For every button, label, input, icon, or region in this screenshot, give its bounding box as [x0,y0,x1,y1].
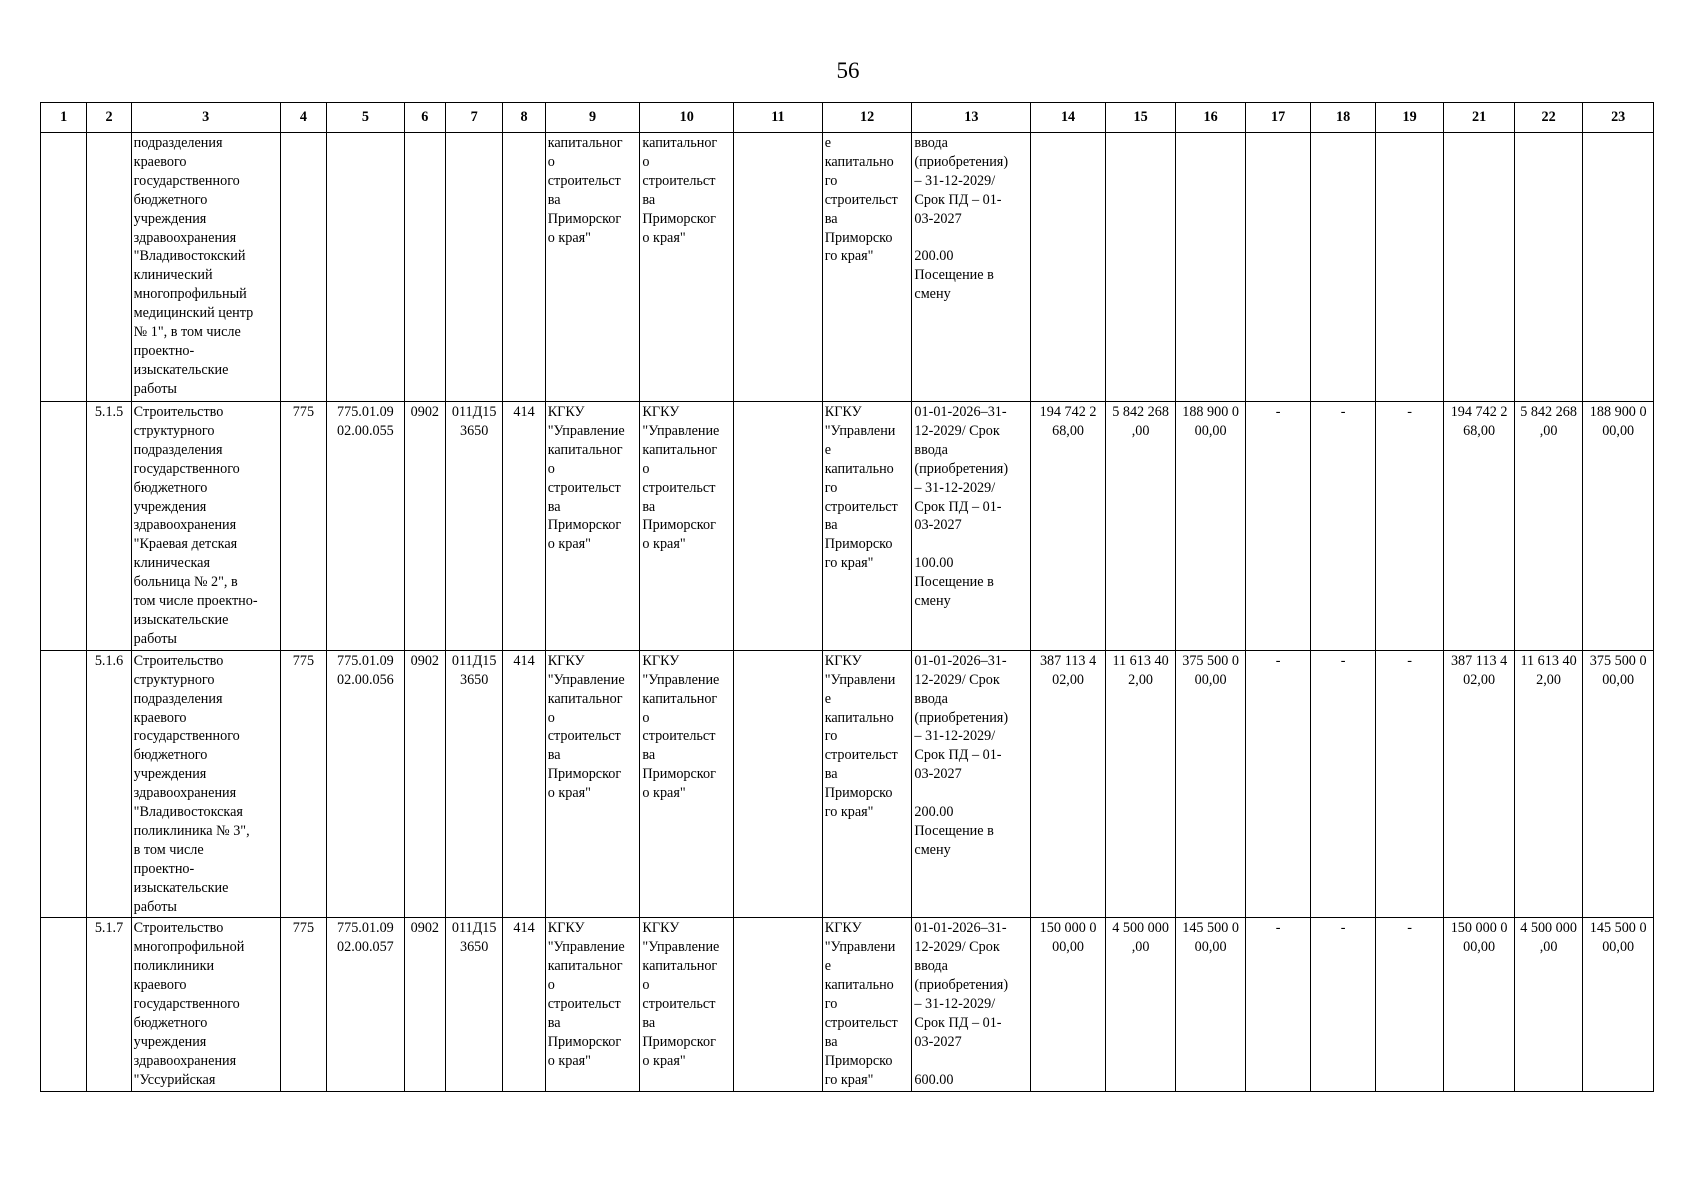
column-header: 19 [1375,103,1444,133]
cell-col7: 011Д15 3650 [445,402,502,651]
cell-col16: 188 900 0 00,00 [1176,402,1246,651]
cell-item-number: 5.1.6 [87,650,131,918]
column-header: 22 [1514,103,1583,133]
cell-col9: капитальног о строительст ва Приморског о края" [545,133,640,402]
column-header: 15 [1105,103,1176,133]
cell-col18 [1311,133,1375,402]
table-row [41,402,1654,651]
cell-col16: 145 500 0 00,00 [1176,918,1246,1091]
cell-col12: КГКУ "Управлени е капитально го строительст ва Приморско го края" [822,650,912,918]
cell-col17: - [1245,918,1310,1091]
cell-col19: - [1375,918,1444,1091]
cell-col6: 0902 [404,918,445,1091]
cell-col22: 4 500 000 ,00 [1514,918,1583,1091]
column-header: 8 [503,103,545,133]
cell-col15: 11 613 40 2,00 [1105,650,1176,918]
cell-col12: КГКУ "Управлени е капитально го строительст ва Приморско го края" [822,918,912,1091]
table-row [41,650,1654,918]
cell-col6 [404,133,445,402]
column-header: 6 [404,103,445,133]
cell-col7: 011Д15 3650 [445,650,502,918]
cell-col4: 775 [280,650,326,918]
cell-col16: 375 500 0 00,00 [1176,650,1246,918]
cell-col9: КГКУ "Управление капитальног о строительст ва Приморског о края" [545,918,640,1091]
cell-col4: 775 [280,402,326,651]
cell-col17: - [1245,650,1310,918]
cell-col1 [41,650,87,918]
cell-col4 [280,133,326,402]
cell-col7: 011Д15 3650 [445,918,502,1091]
column-header: 13 [912,103,1031,133]
column-header: 5 [327,103,405,133]
cell-col14: 194 742 2 68,00 [1031,402,1106,651]
cell-col5: 775.01.09 02.00.055 [327,402,405,651]
cell-col23 [1583,133,1654,402]
cell-col12: е капитально го строительст ва Приморско го края" [822,133,912,402]
cell-col1 [41,918,87,1091]
cell-col23: 188 900 0 00,00 [1583,402,1654,651]
cell-col1 [41,133,87,402]
cell-col6: 0902 [404,402,445,651]
cell-col15: 5 842 268 ,00 [1105,402,1176,651]
cell-col8: 414 [503,402,545,651]
column-header: 16 [1176,103,1246,133]
cell-col5 [327,133,405,402]
column-header: 2 [87,103,131,133]
cell-col19: - [1375,650,1444,918]
cell-col21: 150 000 0 00,00 [1444,918,1515,1091]
cell-col15 [1105,133,1176,402]
cell-col18: - [1311,650,1375,918]
cell-col17: - [1245,402,1310,651]
cell-col11 [734,133,823,402]
cell-col5: 775.01.09 02.00.057 [327,918,405,1091]
cell-item-number: 5.1.5 [87,402,131,651]
budget-table [40,102,1654,1092]
cell-col11 [734,650,823,918]
cell-col23: 145 500 0 00,00 [1583,918,1654,1091]
cell-object-name: подразделения краевого государственного бюджетного учреждения здравоохранения "Владивостокский клинический многопрофильный медицинский центр № 1", в том числе проектно- изыскательские работы [131,133,280,402]
cell-col16 [1176,133,1246,402]
cell-col8 [503,133,545,402]
cell-col1 [41,402,87,651]
cell-col10: капитальног о строительст ва Приморског о края" [640,133,734,402]
cell-item-number: 5.1.7 [87,918,131,1091]
cell-col10: КГКУ "Управление капитальног о строительст ва Приморског о края" [640,650,734,918]
column-header: 4 [280,103,326,133]
cell-col17 [1245,133,1310,402]
page-number: 56 [836,58,860,83]
cell-col14: 150 000 0 00,00 [1031,918,1106,1091]
cell-col14: 387 113 4 02,00 [1031,650,1106,918]
cell-col7 [445,133,502,402]
cell-col13: 01-01-2026–31- 12-2029/ Срок ввода (приобретения) – 31-12-2029/ Срок ПД – 01- 03-2027 100.00 Посещение в смену [912,402,1031,651]
column-header: 21 [1444,103,1515,133]
column-header: 11 [734,103,823,133]
cell-object-name: Строительство структурного подразделения краевого государственного бюджетного учреждения здравоохранения "Владивостокская поликлиника № 3", в том числе проектно- изыскательские работы [131,650,280,918]
cell-col9: КГКУ "Управление капитальног о строительст ва Приморског о края" [545,402,640,651]
table-row [41,918,1654,1091]
cell-col22 [1514,133,1583,402]
cell-col12: КГКУ "Управлени е капитально го строительст ва Приморско го края" [822,402,912,651]
column-header: 18 [1311,103,1375,133]
column-header: 9 [545,103,640,133]
cell-col22: 5 842 268 ,00 [1514,402,1583,651]
column-header: 12 [822,103,912,133]
cell-object-name: Строительство многопрофильной поликлиники краевого государственного бюджетного учреждения здравоохранения "Уссурийская [131,918,280,1091]
cell-col13: 01-01-2026–31- 12-2029/ Срок ввода (приобретения) – 31-12-2029/ Срок ПД – 01- 03-2027 600.00 [912,918,1031,1091]
column-header: 23 [1583,103,1654,133]
cell-col22: 11 613 40 2,00 [1514,650,1583,918]
column-header: 1 [41,103,87,133]
cell-col21: 387 113 4 02,00 [1444,650,1515,918]
cell-col10: КГКУ "Управление капитальног о строительст ва Приморског о края" [640,402,734,651]
cell-col23: 375 500 0 00,00 [1583,650,1654,918]
cell-object-name: Строительство структурного подразделения государственного бюджетного учреждения здравоохранения "Краевая детская клиническая больница № 2", в том числе проектно- изыскательские работы [131,402,280,651]
column-header: 17 [1245,103,1310,133]
cell-col19: - [1375,402,1444,651]
cell-col13: 01-01-2026–31- 12-2029/ Срок ввода (приобретения) – 31-12-2029/ Срок ПД – 01- 03-2027 200.00 Посещение в смену [912,650,1031,918]
cell-col9: КГКУ "Управление капитальног о строительст ва Приморског о края" [545,650,640,918]
table-row [41,133,1654,402]
cell-col6: 0902 [404,650,445,918]
cell-col13: ввода (приобретения) – 31-12-2029/ Срок ПД – 01- 03-2027 200.00 Посещение в смену [912,133,1031,402]
cell-col11 [734,918,823,1091]
cell-col19 [1375,133,1444,402]
cell-col11 [734,402,823,651]
cell-item-number [87,133,131,402]
cell-col21 [1444,133,1515,402]
header-row [41,103,1654,133]
cell-col18: - [1311,918,1375,1091]
cell-col18: - [1311,402,1375,651]
cell-col15: 4 500 000 ,00 [1105,918,1176,1091]
cell-col10: КГКУ "Управление капитальног о строительст ва Приморског о края" [640,918,734,1091]
cell-col21: 194 742 2 68,00 [1444,402,1515,651]
cell-col4: 775 [280,918,326,1091]
column-header: 7 [445,103,502,133]
column-header: 3 [131,103,280,133]
cell-col8: 414 [503,918,545,1091]
column-header: 14 [1031,103,1106,133]
cell-col5: 775.01.09 02.00.056 [327,650,405,918]
cell-col14 [1031,133,1106,402]
cell-col8: 414 [503,650,545,918]
column-header: 10 [640,103,734,133]
